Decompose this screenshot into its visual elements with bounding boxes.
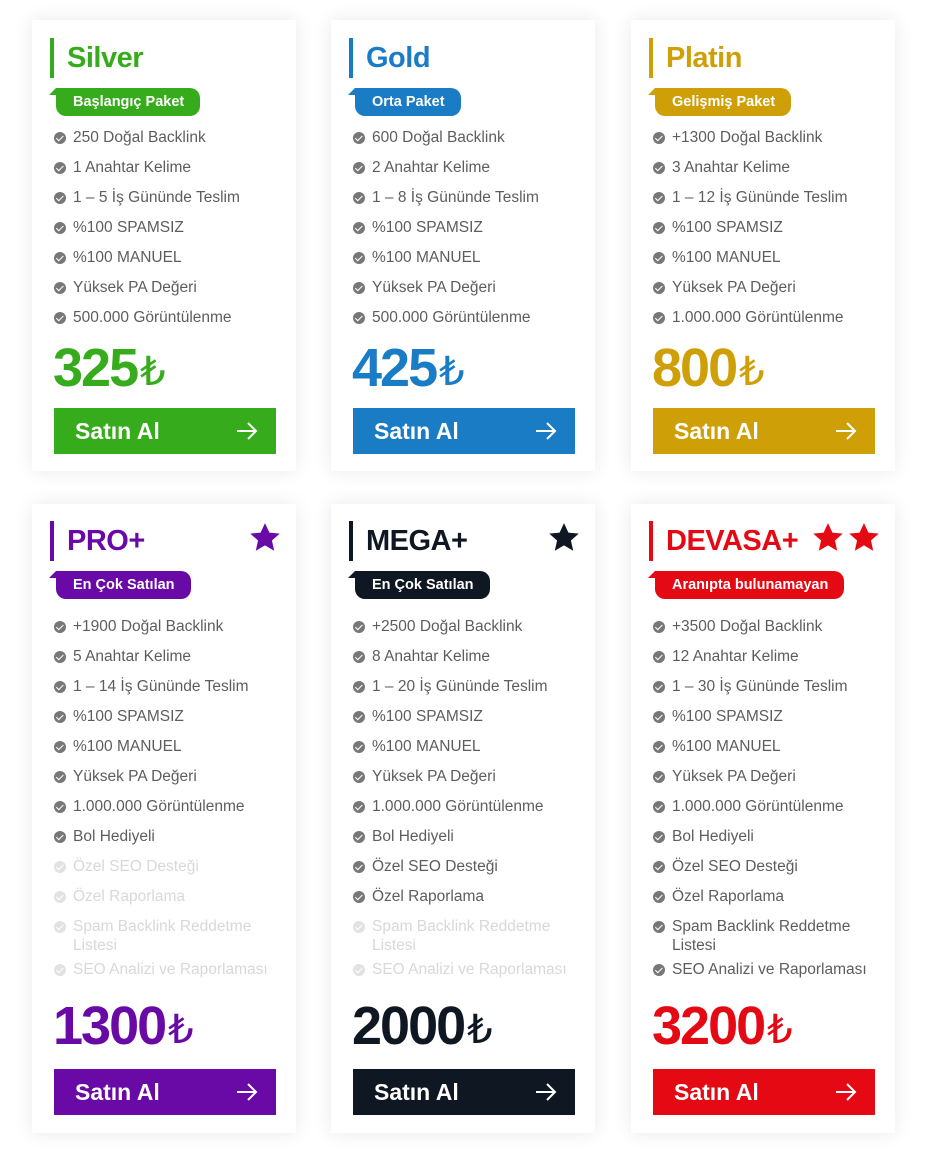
feature-item	[54, 765, 294, 795]
plan-title: Gold	[366, 41, 431, 74]
feature-text: Özel SEO Desteği	[73, 858, 199, 875]
feature-item	[353, 216, 593, 246]
feature-item	[353, 246, 593, 276]
feature-text: 1 – 20 İş Gününde Teslim	[372, 678, 548, 695]
feature-text: SEO Analizi ve Raporlaması	[73, 961, 268, 978]
feature-item	[353, 615, 593, 645]
check-circle-icon	[54, 891, 66, 903]
check-circle-icon	[353, 711, 365, 723]
feature-item	[54, 855, 294, 885]
check-circle-icon	[54, 921, 66, 933]
feature-item	[353, 186, 593, 216]
check-circle-icon	[353, 222, 365, 234]
check-circle-icon	[653, 861, 665, 873]
plan-price	[53, 996, 194, 1056]
feature-list	[353, 615, 593, 988]
feature-text: Özel SEO Desteği	[672, 858, 798, 875]
plan-badge: Başlangıç Paket	[56, 88, 200, 116]
feature-text: Özel Raporlama	[672, 888, 784, 905]
plan-header	[349, 38, 430, 78]
check-circle-icon	[353, 921, 365, 933]
check-circle-icon	[653, 162, 665, 174]
feature-item	[353, 156, 593, 186]
buy-button-label: Satın Al	[75, 417, 160, 444]
check-circle-icon	[353, 741, 365, 753]
feature-list	[54, 615, 294, 988]
star-icon	[248, 521, 282, 555]
feature-item	[54, 276, 294, 306]
check-circle-icon	[54, 651, 66, 663]
feature-text: %100 SPAMSIZ	[73, 708, 184, 725]
feature-item	[653, 735, 893, 765]
feature-item	[353, 645, 593, 675]
feature-text: +3500 Doğal Backlink	[672, 618, 823, 635]
title-accent-bar	[649, 521, 653, 561]
feature-text: 600 Doğal Backlink	[372, 129, 505, 146]
check-circle-icon	[353, 964, 365, 976]
feature-item	[353, 735, 593, 765]
currency-symbol: ₺	[168, 1008, 194, 1052]
arrow-right-icon	[236, 1083, 258, 1101]
arrow-right-icon	[835, 1083, 857, 1101]
feature-item	[653, 795, 893, 825]
feature-text: 2 Anahtar Kelime	[372, 159, 491, 176]
feature-item	[653, 126, 893, 156]
feature-item	[54, 795, 294, 825]
feature-item	[353, 276, 593, 306]
currency-symbol: ₺	[140, 350, 166, 394]
feature-text: Özel SEO Desteği	[372, 858, 498, 875]
feature-text: %100 MANUEL	[73, 249, 182, 266]
feature-text: +1900 Doğal Backlink	[73, 618, 224, 635]
feature-text: 3 Anahtar Kelime	[672, 159, 791, 176]
plan-header	[50, 521, 145, 561]
check-circle-icon	[54, 741, 66, 753]
feature-item	[653, 186, 893, 216]
check-circle-icon	[54, 312, 66, 324]
feature-item	[653, 675, 893, 705]
feature-item	[54, 915, 294, 958]
feature-text: Bol Hediyeli	[372, 828, 454, 845]
plan-price	[352, 996, 493, 1056]
arrow-right-icon	[236, 422, 258, 440]
plan-title: MEGA+	[366, 524, 468, 557]
check-circle-icon	[653, 651, 665, 663]
check-circle-icon	[54, 282, 66, 294]
feature-item	[54, 126, 294, 156]
check-circle-icon	[653, 771, 665, 783]
feature-text: %100 SPAMSIZ	[73, 219, 184, 236]
star-icon	[847, 521, 881, 555]
plan-badge: Orta Paket	[355, 88, 461, 116]
buy-button-label: Satın Al	[674, 417, 759, 444]
check-circle-icon	[54, 621, 66, 633]
feature-item	[54, 735, 294, 765]
feature-text: 1.000.000 Görüntülenme	[672, 798, 844, 815]
feature-item	[653, 855, 893, 885]
feature-item	[353, 915, 593, 958]
feature-text: 1 – 14 İş Gününde Teslim	[73, 678, 249, 695]
feature-text: Yüksek PA Değeri	[672, 279, 796, 296]
feature-text: Yüksek PA Değeri	[372, 768, 496, 785]
check-circle-icon	[353, 861, 365, 873]
check-circle-icon	[54, 222, 66, 234]
feature-item	[353, 306, 593, 336]
buy-button[interactable]	[653, 1069, 875, 1115]
feature-text: 8 Anahtar Kelime	[372, 648, 491, 665]
plan-price	[352, 338, 465, 398]
plan-price	[652, 996, 793, 1056]
feature-text: 500.000 Görüntülenme	[372, 309, 531, 326]
star-icon	[811, 521, 845, 555]
feature-text: %100 MANUEL	[672, 738, 781, 755]
check-circle-icon	[54, 711, 66, 723]
buy-button[interactable]	[353, 1069, 575, 1115]
plan-title: PRO+	[67, 524, 145, 557]
feature-text: 5 Anahtar Kelime	[73, 648, 192, 665]
feature-item	[54, 216, 294, 246]
check-circle-icon	[353, 831, 365, 843]
plan-badge: Aranıpta bulunamayan	[655, 571, 844, 599]
check-circle-icon	[54, 192, 66, 204]
buy-button-label: Satın Al	[374, 417, 459, 444]
feature-item	[353, 795, 593, 825]
check-circle-icon	[653, 711, 665, 723]
feature-list	[653, 126, 893, 336]
rating-stars	[547, 521, 581, 555]
feature-item	[353, 958, 593, 988]
feature-item	[54, 615, 294, 645]
check-circle-icon	[54, 132, 66, 144]
buy-button[interactable]	[353, 408, 575, 454]
feature-item	[54, 958, 294, 988]
arrow-right-icon	[835, 422, 857, 440]
check-circle-icon	[653, 681, 665, 693]
title-accent-bar	[649, 38, 653, 78]
check-circle-icon	[54, 162, 66, 174]
plan-badge: En Çok Satılan	[56, 571, 191, 599]
check-circle-icon	[653, 222, 665, 234]
plan-header	[649, 38, 742, 78]
feature-text: %100 SPAMSIZ	[672, 708, 783, 725]
feature-text: Spam Backlink Reddetme Listesi	[73, 918, 252, 954]
check-circle-icon	[54, 771, 66, 783]
plan-price	[53, 338, 166, 398]
feature-item	[54, 186, 294, 216]
feature-text: Özel Raporlama	[73, 888, 185, 905]
feature-text: %100 MANUEL	[372, 249, 481, 266]
feature-item	[54, 246, 294, 276]
title-accent-bar	[349, 38, 353, 78]
check-circle-icon	[54, 252, 66, 264]
feature-text: +2500 Doğal Backlink	[372, 618, 523, 635]
check-circle-icon	[653, 621, 665, 633]
title-accent-bar	[349, 521, 353, 561]
feature-text: Bol Hediyeli	[672, 828, 754, 845]
feature-list	[54, 126, 294, 336]
plan-title: Silver	[67, 41, 143, 74]
rating-stars	[811, 521, 881, 555]
feature-list	[353, 126, 593, 336]
pricing-card-platin	[631, 20, 895, 471]
pricing-card-silver	[32, 20, 296, 471]
feature-item	[653, 216, 893, 246]
feature-text: %100 SPAMSIZ	[672, 219, 783, 236]
plan-header	[649, 521, 798, 561]
plan-price	[652, 338, 765, 398]
feature-text: SEO Analizi ve Raporlaması	[672, 961, 867, 978]
pricing-card-mega-plus	[331, 504, 595, 1133]
feature-text: 1.000.000 Görüntülenme	[73, 798, 245, 815]
feature-item	[653, 765, 893, 795]
feature-text: Bol Hediyeli	[73, 828, 155, 845]
check-circle-icon	[54, 801, 66, 813]
feature-text: Spam Backlink Reddetme Listesi	[672, 918, 851, 954]
feature-text: 1 – 12 İş Gününde Teslim	[672, 189, 848, 206]
feature-text: Yüksek PA Değeri	[372, 279, 496, 296]
check-circle-icon	[653, 132, 665, 144]
pricing-card-devasa-plus	[631, 504, 895, 1133]
check-circle-icon	[54, 831, 66, 843]
check-circle-icon	[353, 801, 365, 813]
check-circle-icon	[353, 621, 365, 633]
feature-item	[653, 246, 893, 276]
feature-text: 1 Anahtar Kelime	[73, 159, 192, 176]
plan-title: DEVASA+	[666, 524, 799, 557]
check-circle-icon	[353, 132, 365, 144]
plan-title: Platin	[666, 41, 742, 74]
pricing-card-pro-plus	[32, 504, 296, 1133]
price-amount: 800	[652, 338, 737, 398]
currency-symbol: ₺	[467, 1008, 493, 1052]
feature-item	[353, 705, 593, 735]
check-circle-icon	[353, 192, 365, 204]
plan-header	[50, 38, 143, 78]
pricing-card-gold	[331, 20, 595, 471]
feature-text: 500.000 Görüntülenme	[73, 309, 232, 326]
feature-item	[353, 675, 593, 705]
feature-text: SEO Analizi ve Raporlaması	[372, 961, 567, 978]
buy-button[interactable]	[54, 408, 276, 454]
check-circle-icon	[653, 741, 665, 753]
feature-text: 250 Doğal Backlink	[73, 129, 206, 146]
check-circle-icon	[653, 801, 665, 813]
buy-button[interactable]	[54, 1069, 276, 1115]
arrow-right-icon	[535, 422, 557, 440]
feature-text: 1 – 8 İş Gününde Teslim	[372, 189, 539, 206]
feature-item	[653, 306, 893, 336]
feature-text: %100 MANUEL	[372, 738, 481, 755]
feature-text: %100 MANUEL	[73, 738, 182, 755]
check-circle-icon	[353, 252, 365, 264]
buy-button-label: Satın Al	[674, 1078, 759, 1105]
feature-item	[54, 885, 294, 915]
feature-text: Spam Backlink Reddetme Listesi	[372, 918, 551, 954]
check-circle-icon	[653, 312, 665, 324]
feature-item	[653, 958, 893, 988]
feature-item	[653, 885, 893, 915]
feature-text: 1.000.000 Görüntülenme	[672, 309, 844, 326]
title-accent-bar	[50, 521, 54, 561]
feature-item	[353, 126, 593, 156]
feature-text: Yüksek PA Değeri	[672, 768, 796, 785]
feature-item	[653, 825, 893, 855]
price-amount: 325	[53, 338, 138, 398]
check-circle-icon	[653, 282, 665, 294]
check-circle-icon	[54, 861, 66, 873]
feature-item	[653, 156, 893, 186]
price-amount: 1300	[53, 996, 166, 1056]
plan-badge: En Çok Satılan	[355, 571, 490, 599]
currency-symbol: ₺	[767, 1008, 793, 1052]
check-circle-icon	[54, 681, 66, 693]
feature-text: Özel Raporlama	[372, 888, 484, 905]
check-circle-icon	[653, 192, 665, 204]
feature-text: 1.000.000 Görüntülenme	[372, 798, 544, 815]
currency-symbol: ₺	[739, 350, 765, 394]
feature-item	[653, 615, 893, 645]
feature-item	[653, 915, 893, 958]
plan-badge: Gelişmiş Paket	[655, 88, 791, 116]
price-amount: 425	[352, 338, 437, 398]
feature-text: +1300 Doğal Backlink	[672, 129, 823, 146]
title-accent-bar	[50, 38, 54, 78]
check-circle-icon	[653, 921, 665, 933]
feature-item	[54, 645, 294, 675]
currency-symbol: ₺	[439, 350, 465, 394]
feature-text: %100 SPAMSIZ	[372, 219, 483, 236]
check-circle-icon	[653, 252, 665, 264]
check-circle-icon	[353, 162, 365, 174]
buy-button[interactable]	[653, 408, 875, 454]
check-circle-icon	[54, 964, 66, 976]
feature-item	[353, 765, 593, 795]
feature-item	[54, 705, 294, 735]
feature-text: %100 SPAMSIZ	[372, 708, 483, 725]
price-amount: 2000	[352, 996, 465, 1056]
feature-text: 12 Anahtar Kelime	[672, 648, 799, 665]
feature-item	[353, 855, 593, 885]
check-circle-icon	[653, 964, 665, 976]
feature-item	[653, 705, 893, 735]
check-circle-icon	[353, 681, 365, 693]
arrow-right-icon	[535, 1083, 557, 1101]
star-icon	[547, 521, 581, 555]
feature-item	[653, 276, 893, 306]
feature-item	[653, 645, 893, 675]
rating-stars	[248, 521, 282, 555]
check-circle-icon	[353, 771, 365, 783]
feature-item	[54, 306, 294, 336]
check-circle-icon	[653, 831, 665, 843]
check-circle-icon	[353, 312, 365, 324]
feature-text: 1 – 5 İş Gününde Teslim	[73, 189, 240, 206]
feature-text: 1 – 30 İş Gününde Teslim	[672, 678, 848, 695]
feature-item	[54, 675, 294, 705]
buy-button-label: Satın Al	[374, 1078, 459, 1105]
buy-button-label: Satın Al	[75, 1078, 160, 1105]
feature-text: %100 MANUEL	[672, 249, 781, 266]
feature-item	[353, 885, 593, 915]
feature-item	[54, 825, 294, 855]
feature-text: Yüksek PA Değeri	[73, 768, 197, 785]
feature-text: Yüksek PA Değeri	[73, 279, 197, 296]
feature-list	[653, 615, 893, 988]
check-circle-icon	[353, 282, 365, 294]
check-circle-icon	[353, 891, 365, 903]
plan-header	[349, 521, 467, 561]
feature-item	[54, 156, 294, 186]
check-circle-icon	[353, 651, 365, 663]
check-circle-icon	[653, 891, 665, 903]
feature-item	[353, 825, 593, 855]
price-amount: 3200	[652, 996, 765, 1056]
